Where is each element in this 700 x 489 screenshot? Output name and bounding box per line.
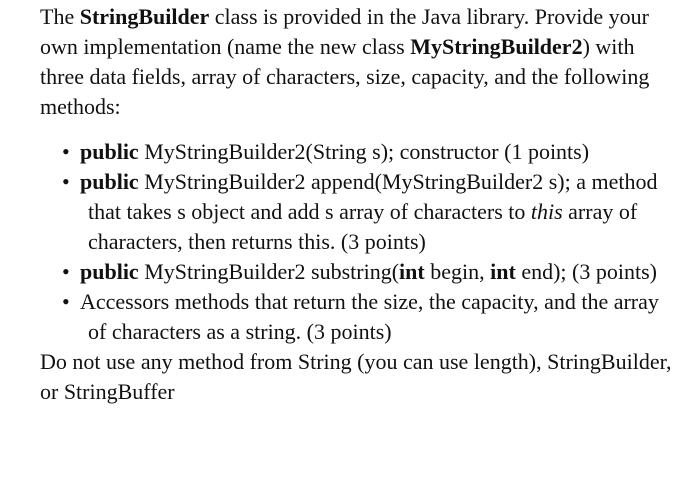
list-item-append [40, 167, 680, 257]
intro-text-2: class is provided in the Java library. Provide your own implementation (name the new class [40, 4, 649, 59]
method-list [40, 137, 680, 347]
intro-text-1: The [40, 4, 80, 29]
int-keyword: int [490, 259, 516, 284]
intro-paragraph [40, 2, 680, 122]
this-term: this [530, 199, 563, 224]
bullet-icon: • [62, 259, 70, 284]
stringbuilder-term: StringBuilder [79, 4, 210, 29]
bullet-icon: • [62, 169, 70, 194]
public-keyword: public [80, 139, 139, 164]
substring-text-2: begin, [424, 259, 491, 284]
mystringbuilder2-term: MyStringBuilder2 [410, 34, 583, 59]
list-item-constructor [40, 137, 680, 167]
constructor-text: MyStringBuilder2(String s); constructor (1 points) [138, 139, 590, 164]
accessors-text: Accessors methods that return the size, the capacity, and the array of characters as a string. (3 points) [80, 289, 659, 344]
public-keyword: public [80, 259, 139, 284]
append-text-2: array of characters, then returns this. (3 points) [88, 199, 638, 254]
append-text-1: MyStringBuilder2 append(MyStringBuilder2 s); a method that takes s object and add s array of characters to [88, 169, 658, 224]
substring-text-1: MyStringBuilder2 substring( [138, 259, 400, 284]
public-keyword: public [80, 169, 139, 194]
assignment-document [40, 2, 680, 407]
footer-paragraph: Do not use any method from String (you can use length), StringBuilder, or StringBuffer [40, 349, 672, 404]
substring-text-3: end); (3 points) [515, 259, 657, 284]
list-item-accessors [40, 287, 680, 347]
bullet-icon: • [62, 139, 70, 164]
intro-text-3: ) with three data fields, array of characters, size, capacity, and the following methods: [40, 34, 650, 119]
list-item-substring [40, 257, 680, 287]
bullet-icon: • [62, 289, 70, 314]
int-keyword: int [399, 259, 425, 284]
